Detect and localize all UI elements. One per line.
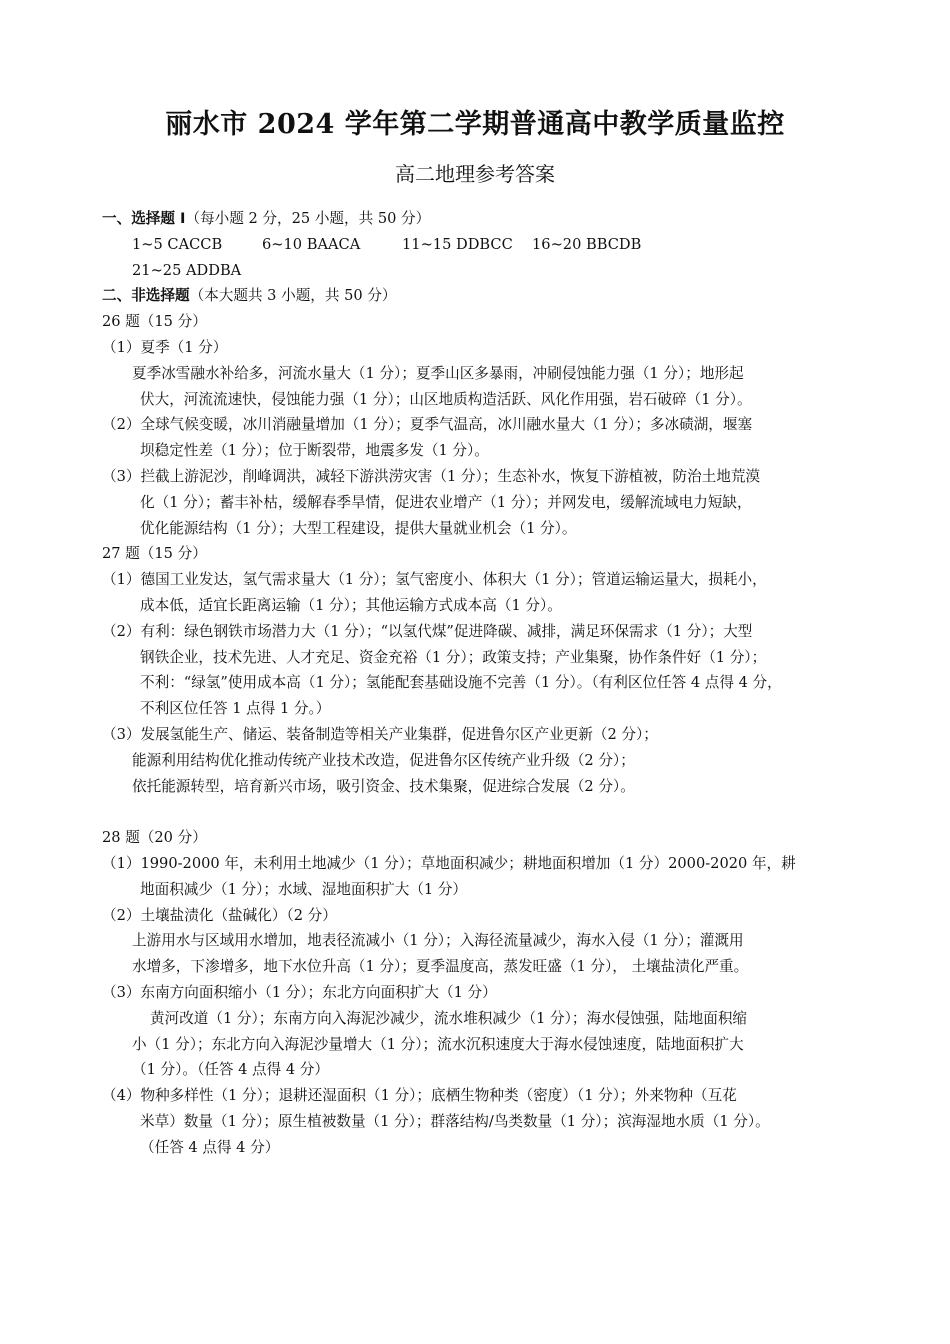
q28-line: （1）1990-2000 年，未利用土地减少（1 分）；草地面积减少；耕地面积增加（1 分）2000-2020 年，耕 bbox=[102, 854, 796, 872]
document-title: 丽水市 2024 学年第二学期普通高中教学质量监控 bbox=[165, 109, 785, 140]
section1-heading-line bbox=[102, 206, 854, 232]
section2-heading: 二、非选择题 bbox=[102, 287, 190, 305]
section2-note: （本大题共 3 小题，共 50 分） bbox=[189, 287, 397, 305]
answer-group: 11~15 DDBCC bbox=[402, 235, 513, 253]
q26-line: 夏季冰雪融水补给多，河流水量大（1 分）；夏季山区多暴雨，冲刷侵蚀能力强（1 分）；地形起 bbox=[132, 364, 744, 382]
answer-group: 1~5 CACCB bbox=[132, 235, 223, 253]
q27-line: 能源利用结构优化推动传统产业技术改造，促进鲁尔区传统产业升级（2 分）； bbox=[132, 751, 635, 769]
answer-group: 6~10 BAACA bbox=[262, 235, 361, 253]
q28-line: 上游用水与区域用水增加，地表径流减小（1 分）；入海径流量减少，海水入侵（1 分）；灌溉用 bbox=[132, 932, 744, 950]
section1-heading: 一、选择题 I bbox=[102, 210, 186, 227]
q27-line: 不利区位任答 1 点得 1 分。） bbox=[140, 700, 331, 718]
blank-line bbox=[102, 799, 854, 825]
q28-line: （1 分）。（任答 4 点得 4 分） bbox=[132, 1061, 329, 1079]
q27-line: （1）德国工业发达，氢气需求量大（1 分）；氢气密度小、体积大（1 分）；管道运输运量大，损耗小， bbox=[102, 571, 767, 589]
q27-line: 成本低，适宜长距离运输（1 分）；其他运输方式成本高（1 分）。 bbox=[140, 596, 562, 614]
q26-heading: 26 题（15 分） bbox=[102, 313, 207, 331]
q26-line: （1）夏季（1 分） bbox=[102, 338, 228, 356]
q26-line: 伏大，河流流速快，侵蚀能力强（1 分）；山区地质构造活跃、风化作用强，岩石破碎（1 分）。 bbox=[140, 390, 752, 408]
answer-group: 21~25 ADDBA bbox=[132, 261, 242, 279]
q28-line: 米草）数量（1 分）；原生植被数量（1 分）；群落结构/鸟类数量（1 分）；滨海湿地水质（1 分）。 bbox=[140, 1112, 770, 1130]
q27-line: （2）有利：绿色钢铁市场潜力大（1 分）；“以氢代煤”促进降碳、减排，满足环保需求（1 分）；大型 bbox=[102, 622, 753, 640]
q26-line: 化（1 分）；蓄丰补枯，缓解春季旱情，促进农业增产（1 分）；并网发电，缓解流域电力短缺， bbox=[140, 493, 752, 511]
q26-line: 坝稳定性差（1 分）；位于断裂带，地震多发（1 分）。 bbox=[140, 442, 489, 460]
q27-line: 钢铁企业，技术先进、人才充足、资金充裕（1 分）；政策支持；产业集聚，协作条件好（1 分）； bbox=[140, 648, 767, 666]
q26-line: （2）全球气候变暖，冰川消融量增加（1 分）；夏季气温高，冰川融水量大（1 分）；多冰碛湖，堰塞 bbox=[102, 416, 753, 434]
q28-line: 黄河改道（1 分）；东南方向入海泥沙减少，流水堆积减少（1 分）；海水侵蚀强，陆地面积缩 bbox=[150, 1009, 748, 1027]
q28-line: 小（1 分）；东北方向入海泥沙量增大（1 分）；流水沉积速度大于海水侵蚀速度，陆地面积扩大 bbox=[132, 1035, 744, 1053]
q27-line: 不利：“绿氢”使用成本高（1 分）；氢能配套基础设施不完善（1 分）。（有利区位任答 4 点得 4 分， bbox=[140, 674, 782, 692]
q27-line: 依托能源转型，培育新兴市场，吸引资金、技术集聚，促进综合发展（2 分）。 bbox=[132, 777, 635, 795]
section1-note: （每小题 2 分，25 小题，共 50 分） bbox=[185, 210, 431, 227]
answer-row bbox=[102, 258, 854, 284]
q27-line: （3）发展氢能生产、储运、装备制造等相关产业集群，促进鲁尔区产业更新（2 分）； bbox=[102, 725, 658, 743]
q28-line: 水增多，下渗增多，地下水位升高（1 分）；夏季温度高，蒸发旺盛（1 分）， 土壤盐渍化严重。 bbox=[132, 958, 749, 976]
answer-row bbox=[102, 232, 854, 258]
q28-line: 地面积减少（1 分）；水域、湿地面积扩大（1 分） bbox=[140, 880, 468, 898]
q26-line: 优化能源结构（1 分）；大型工程建设，提供大量就业机会（1 分）。 bbox=[140, 519, 577, 537]
document-body bbox=[102, 206, 854, 1160]
q28-line: （2）土壤盐渍化（盐碱化）（2 分） bbox=[102, 906, 337, 924]
q28-line: （3）东南方向面积缩小（1 分）；东北方向面积扩大（1 分） bbox=[102, 983, 497, 1001]
q27-heading: 27 题（15 分） bbox=[102, 545, 207, 563]
q28-heading: 28 题（20 分） bbox=[102, 829, 207, 847]
q28-line: （4）物种多样性（1 分）；退耕还湿面积（1 分）；底栖生物种类（密度）（1 分）；外来物种（互花 bbox=[102, 1087, 737, 1105]
answer-group: 16~20 BBCDB bbox=[532, 235, 642, 253]
section2-heading-line bbox=[102, 283, 854, 309]
q26-line: （3）拦截上游泥沙，削峰调洪，减轻下游洪涝灾害（1 分）；生态补水，恢复下游植被，防治土地荒漠 bbox=[102, 467, 761, 485]
q28-line: （任答 4 点得 4 分） bbox=[140, 1138, 280, 1156]
document-subtitle: 高二地理参考答案 bbox=[395, 162, 555, 186]
